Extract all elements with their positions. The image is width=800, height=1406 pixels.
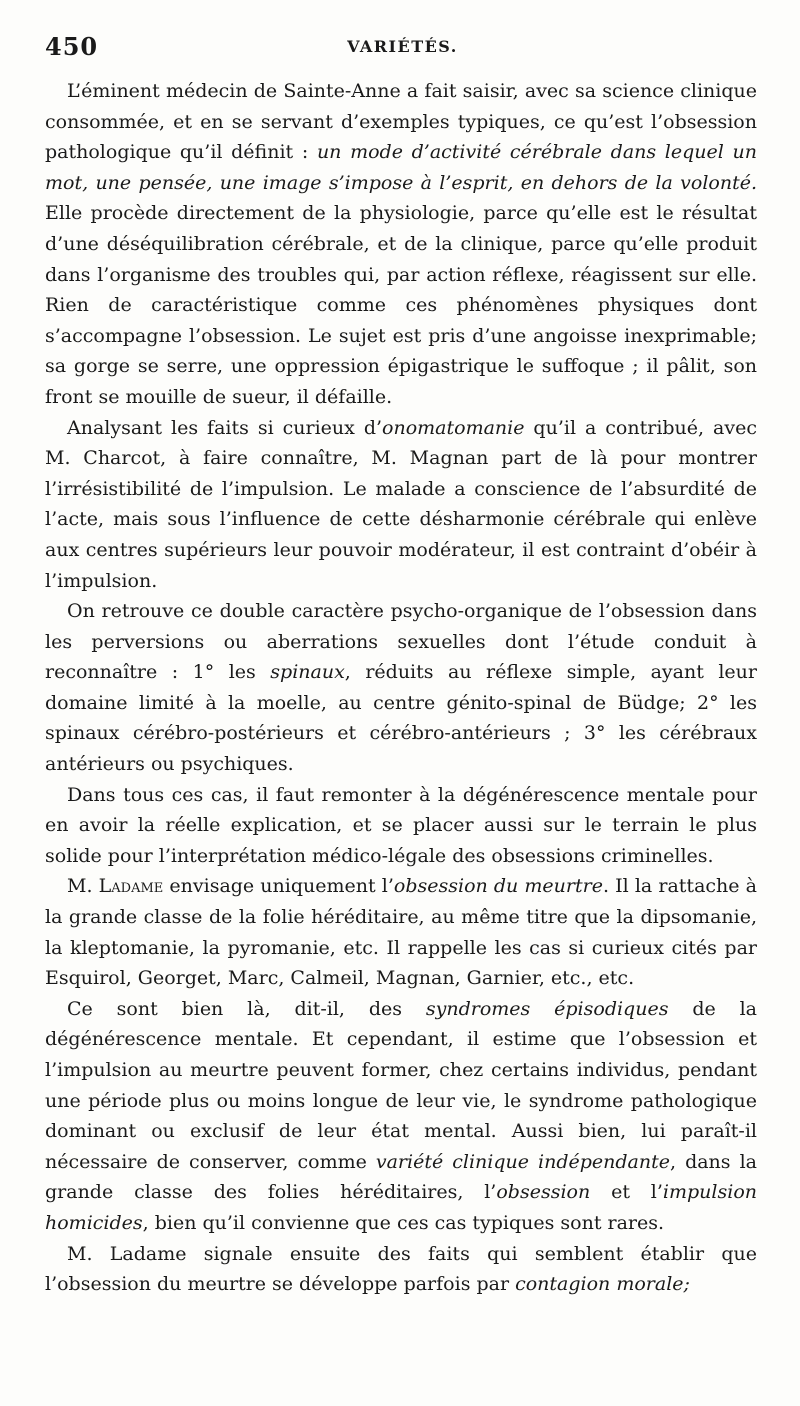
italic-text: spinaux <box>270 661 345 684</box>
smallcaps-name: Ladame <box>98 875 164 898</box>
text-run: L’éminent médecin de Sainte-Anne a fait saisir, avec sa science clinique consommée, et en se servant d’exemples typiques, ce qu’est l’obsession pathologique qu’il définit : <box>45 80 757 164</box>
page-number: 450 <box>45 32 99 61</box>
text-run: On retrouve ce double caractère psycho-organique de l’obsession dans les perversions ou aberrations sexuelles dont l’étude conduit à reconnaître : 1° les <box>45 600 757 684</box>
running-title: VARIÉTÉS. <box>347 37 458 56</box>
paragraph <box>45 76 757 413</box>
italic-text: onomatomanie <box>382 416 525 439</box>
text-run: Analysant les faits si curieux d’ <box>67 416 383 439</box>
italic-text: obsession du meurtre <box>393 875 603 898</box>
italic-text: variété clinique indépendante <box>375 1150 670 1173</box>
body-text <box>45 76 757 1300</box>
page-header <box>45 32 760 64</box>
text-run: M. Ladame signale ensuite des faits qui semblent établir que l’obsession du meurtre se développe parfois par <box>45 1242 757 1296</box>
paragraph <box>45 780 757 872</box>
italic-text: impulsion homicides <box>45 1181 757 1234</box>
italic-text: un mode d’activité cérébrale dans lequel un mot, une pensée, une image s’impose à l’esprit, en dehors de la volonté. <box>45 141 757 194</box>
text-run: Ce sont bien là, dit-il, des <box>67 997 426 1020</box>
text-run: M. <box>67 875 99 898</box>
italic-text: syndromes épisodiques <box>425 997 669 1020</box>
italic-text: contagion morale; <box>515 1273 690 1296</box>
paragraph <box>45 871 757 993</box>
text-run: , dans la grande classe des folies héréditaires, l’ <box>45 1150 757 1204</box>
text-run: , bien qu’il convienne que ces cas typiques sont rares. <box>142 1211 665 1234</box>
text-run: qu’il a contribué, avec M. Charcot, à faire connaître, M. Magnan part de là pour montrer l’irrésistibilité de l’impulsion. Le malade a conscience de l’absurdité de l’acte, mais sous l’influence de cette désharmonie cérébrale qui enlève aux centres supérieurs leur pouvoir modérateur, il est contraint d’obéir à l’impulsion. <box>45 416 757 592</box>
text-run: Elle procède directement de la physiologie, parce qu’elle est le résultat d’une déséquilibration cérébrale, et de la clinique, parce qu’elle produit dans l’organisme des troubles qui, par action réflexe, réagissent sur elle. Rien de caractéristique comme ces phénomènes physiques dont s’accompagne l’obsession. Le sujet est pris d’une angoisse inexprimable; sa gorge se serre, une oppression épigastrique le suffoque ; il pâlit, son front se mouille de sueur, il défaille. <box>45 202 757 408</box>
paragraph <box>45 1239 757 1300</box>
text-run: et l’ <box>590 1181 663 1204</box>
text-run: , réduits au réflexe simple, ayant leur domaine limité à la moelle, au centre génito-spinal de Büdge; 2° les spinaux cérébro-postérieurs et cérébro-antérieurs ; 3° les cérébraux antérieurs ou psychiques. <box>45 661 757 776</box>
text-run: Dans tous ces cas, il faut remonter à la dégénérescence mentale pour en avoir la réelle explication, et se placer aussi sur le terrain le plus solide pour l’interprétation médico-légale des obsessions criminelles. <box>45 783 757 867</box>
paragraph <box>45 596 757 780</box>
paragraph <box>45 413 757 597</box>
text-run: envisage uniquement l’ <box>163 875 394 898</box>
italic-text: obsession <box>496 1181 591 1204</box>
text-run: de la dégénérescence mentale. Et cependant, il estime que l’obsession et l’impulsion au meurtre peuvent former, chez certains individus, pendant une période plus ou moins longue de leur vie, le syndrome pathologique dominant ou exclusif de leur état mental. Aussi bien, lui paraît-il nécessaire de conserver, comme <box>45 997 757 1173</box>
paragraph <box>45 994 757 1239</box>
text-run: . Il la rattache à la grande classe de la folie héréditaire, au même titre que la dipsomanie, la kleptomanie, la pyromanie, etc. Il rappelle les cas si curieux cités par Esquirol, Georget, Marc, Calmeil, Magnan, Garnier, etc., etc. <box>45 875 757 990</box>
